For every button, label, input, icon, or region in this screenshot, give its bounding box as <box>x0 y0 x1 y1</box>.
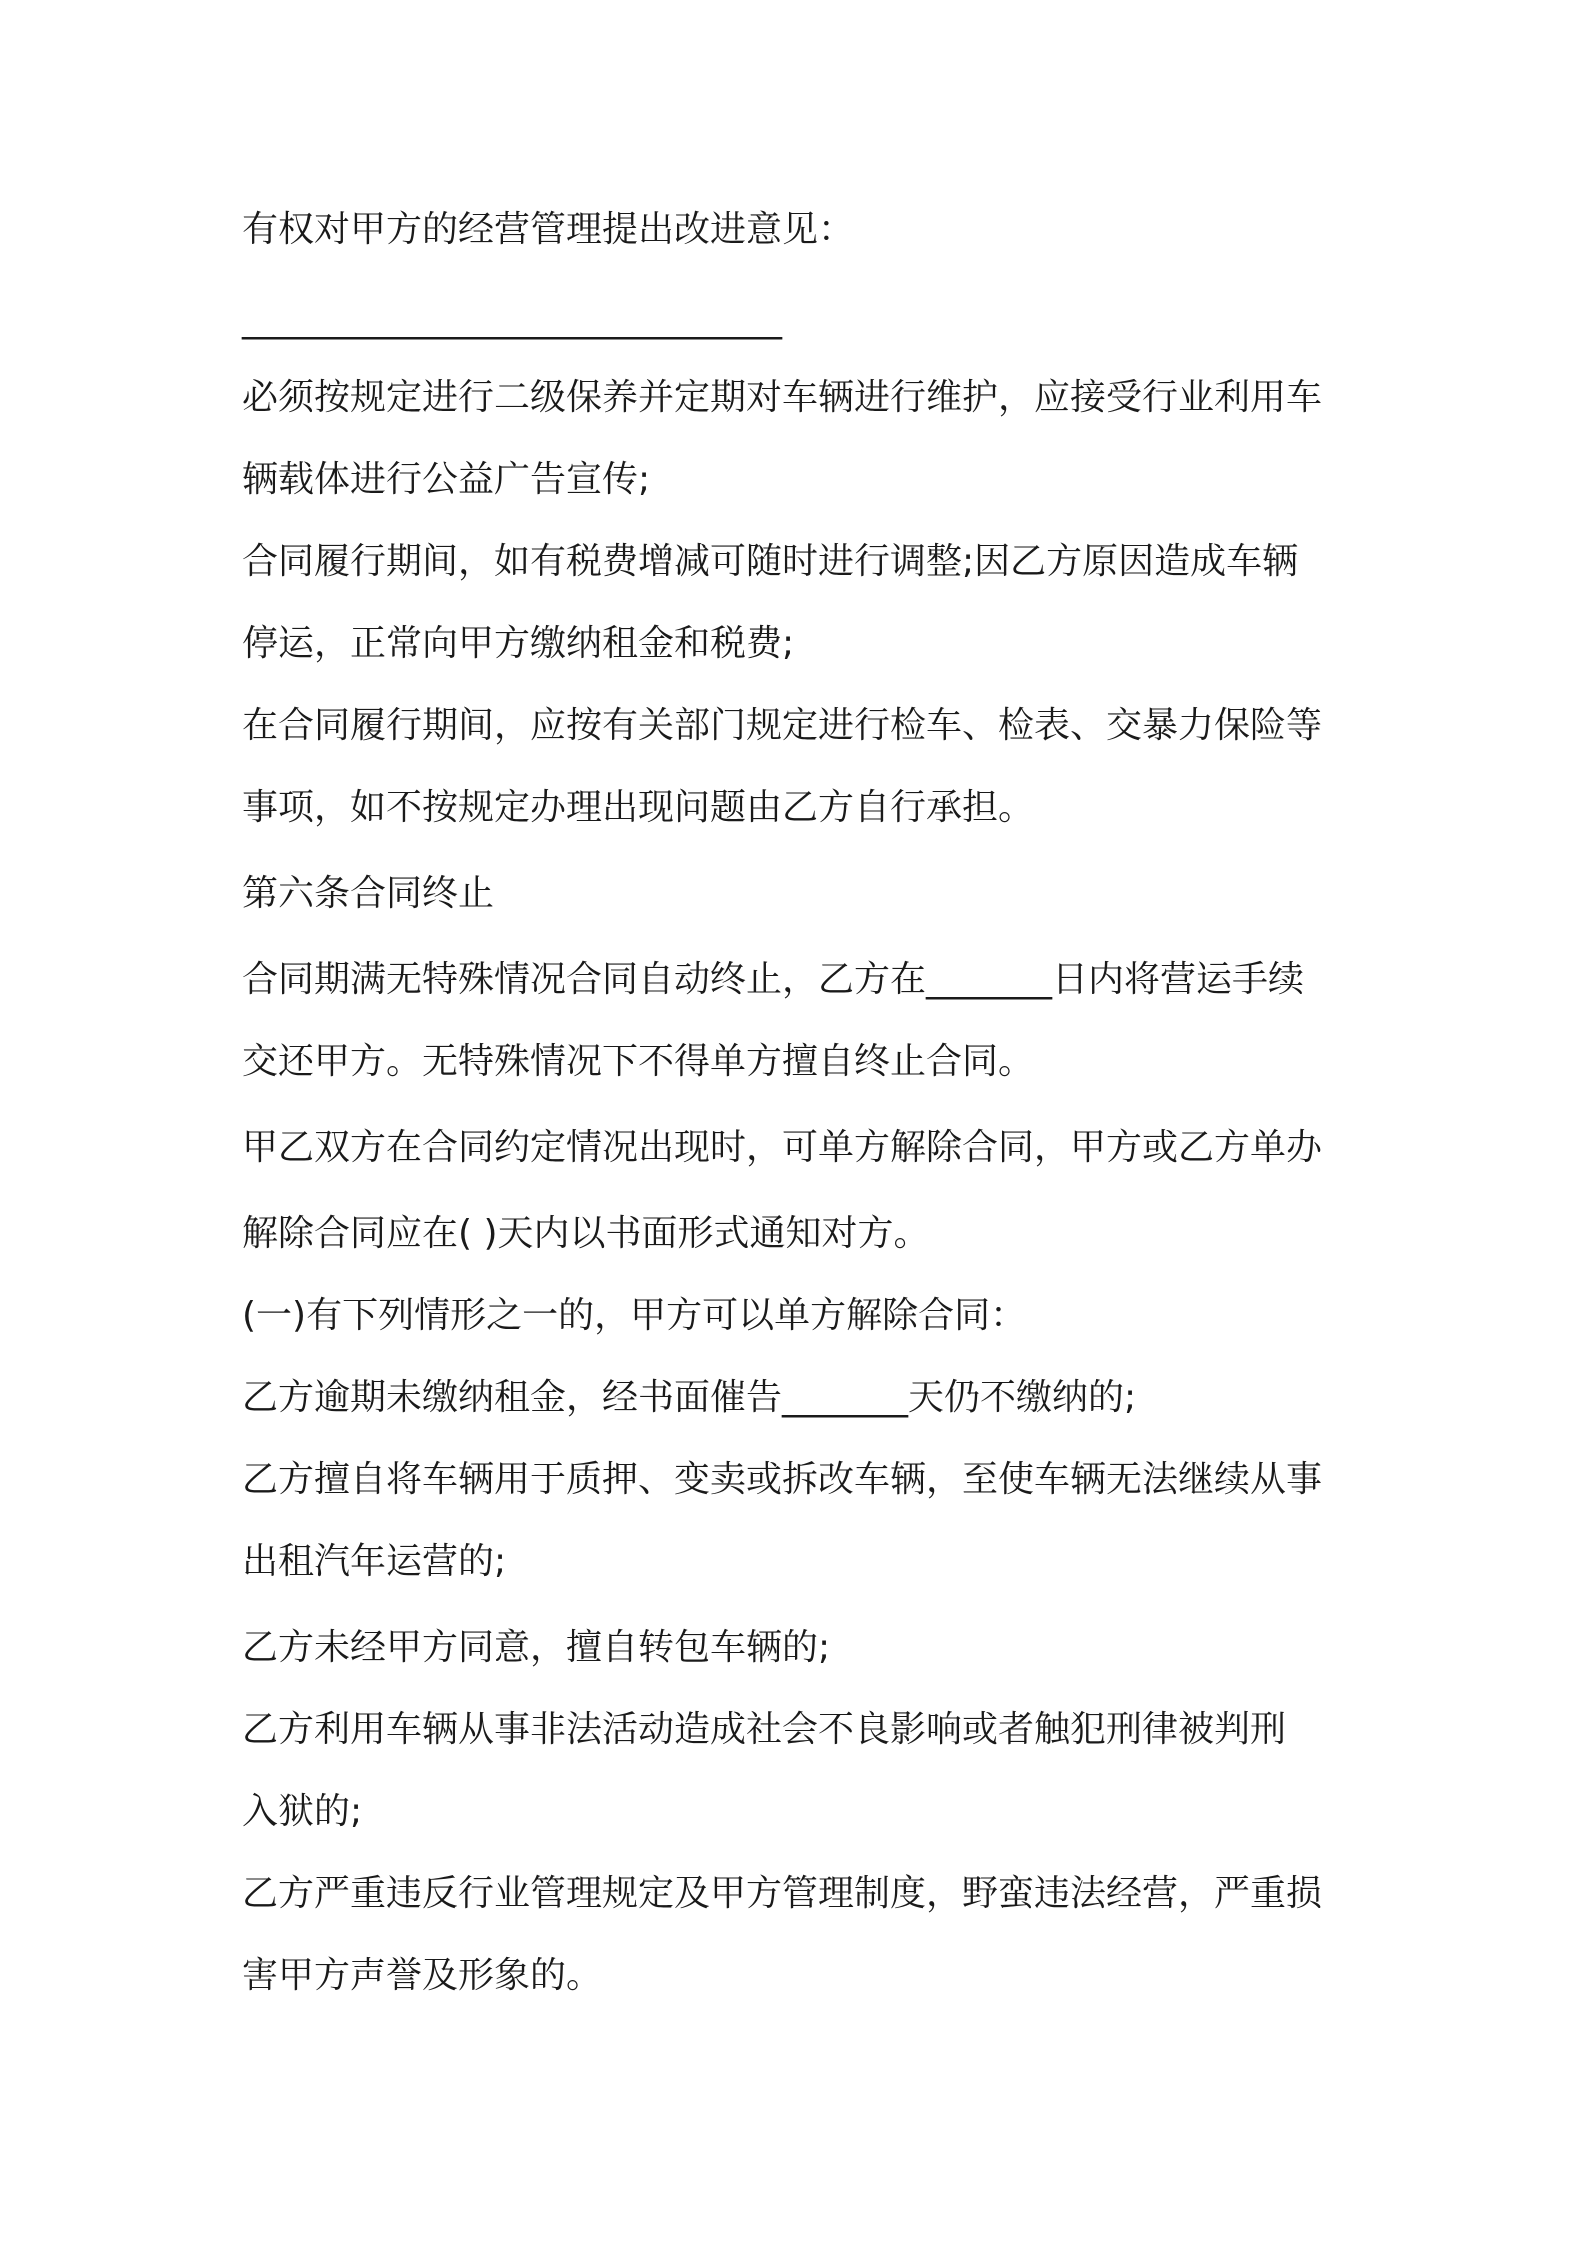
text-line: 出租汽年运营的; <box>242 1541 507 1582</box>
text-line: 乙方逾期未缴纳租金，经书面催告_______天仍不缴纳的; <box>242 1377 1137 1418</box>
text-line: 乙方擅自将车辆用于质押、变卖或拆改车辆，至使车辆无法继续从事 <box>242 1459 1323 1500</box>
text-line: (一)有下列情形之一的，甲方可以单方解除合同： <box>242 1295 1027 1336</box>
text-line: 解除合同应在( )天内以书面形式通知对方。 <box>242 1213 930 1254</box>
text-line: 乙方利用车辆从事非法活动造成社会不良影响或者触犯刑律被判刑 <box>242 1709 1287 1750</box>
text-line: 交还甲方。无特殊情况下不得单方擅自终止合同。 <box>242 1041 1035 1082</box>
text-line: 甲乙双方在合同约定情况出现时，可单方解除合同，甲方或乙方单办 <box>242 1127 1323 1168</box>
text-line: 在合同履行期间，应按有关部门规定进行检车、检表、交暴力保险等 <box>242 705 1323 746</box>
text-line: 乙方严重违反行业管理规定及甲方管理制度，野蛮违法经营，严重损 <box>242 1873 1323 1914</box>
text-line: 害甲方声誉及形象的。 <box>242 1955 603 1996</box>
text-line: 必须按规定进行二级保养并定期对车辆进行维护，应接受行业利用车 <box>242 377 1323 418</box>
text-line: 停运，正常向甲方缴纳租金和税费; <box>242 623 795 664</box>
text-line: 事项，如不按规定办理出现问题由乙方自行承担。 <box>242 787 1035 828</box>
text-line: 合同期满无特殊情况合同自动终止，乙方在_______日内将营运手续 <box>242 959 1305 1000</box>
blank-fill-line: ______________________________ <box>242 299 782 340</box>
text-line: 入狱的; <box>242 1791 363 1832</box>
text-line: 辆载体进行公益广告宣传; <box>242 459 651 500</box>
text-line: 有权对甲方的经营管理提出改进意见： <box>242 209 855 250</box>
text-line: 合同履行期间，如有税费增减可随时进行调整;因乙方原因造成车辆 <box>242 541 1299 582</box>
text-line: 乙方未经甲方同意，擅自转包车辆的; <box>242 1627 831 1668</box>
section-heading: 第六条合同终止 <box>242 873 495 914</box>
